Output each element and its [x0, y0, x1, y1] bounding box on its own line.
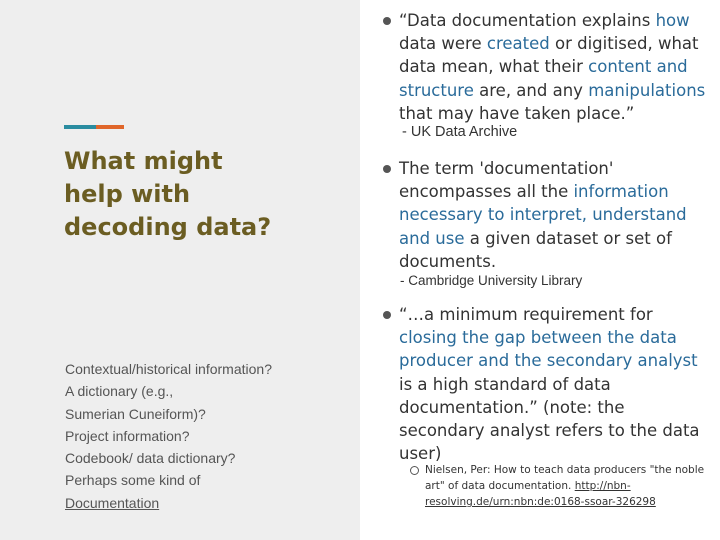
bullet-icon — [383, 311, 391, 319]
quote-cambridge — [383, 157, 713, 273]
quote-text: “Data documentation explains how data were created or digitised, what data mean, what their content and structure are, and any manipulations that may have taken place.” — [399, 11, 706, 123]
attribution-uk-data-archive: - UK Data Archive — [402, 124, 518, 140]
quote-uk-data-archive — [383, 9, 713, 125]
sub-bullet-icon — [410, 466, 419, 475]
title-line: help with — [64, 180, 191, 208]
bullet-icon — [383, 17, 391, 25]
quote-text: “…a minimum requirement for closing the gap between the data producer and the secondary analyst is a high standard of data documentation.” (note: the secondary analyst refers to the data user) — [399, 305, 700, 464]
list-item: Contextual/historical information? — [65, 361, 272, 377]
list-item: Sumerian Cuneiform)? — [65, 405, 206, 422]
citation-text: Nielsen, Per: How to teach data producers "the noble art" of data documentation. http://nbn-resolving.de/urn:nbn:de:0168-ssoar-326298 — [425, 464, 705, 508]
documentation-link[interactable]: Documentation — [65, 494, 160, 511]
title-line: decoding data? — [64, 213, 272, 241]
accent-segment-orange — [96, 125, 124, 129]
list-item: Codebook/ data dictionary? — [65, 450, 236, 467]
quote-text: The term 'documentation' encompasses all the information necessary to interpret, understand and use a given dataset or set of documents. — [399, 159, 687, 271]
list-item: Perhaps some kind of — [65, 472, 201, 489]
citation-link[interactable]: http://nbn-resolving.de/urn:nbn:de:0168-ssoar-326298 — [425, 480, 656, 508]
left-question-list — [65, 358, 355, 514]
title-line: What might — [64, 147, 223, 175]
accent-segment-teal — [64, 125, 96, 129]
quote-nielsen — [383, 303, 713, 465]
title-accent-bar — [64, 125, 124, 129]
bullet-icon — [383, 165, 391, 173]
list-item: A dictionary (e.g., — [65, 383, 174, 400]
attribution-cambridge: - Cambridge University Library — [400, 273, 583, 288]
slide-title — [64, 145, 334, 244]
list-item: Project information? — [65, 427, 190, 444]
citation-item — [410, 462, 710, 510]
